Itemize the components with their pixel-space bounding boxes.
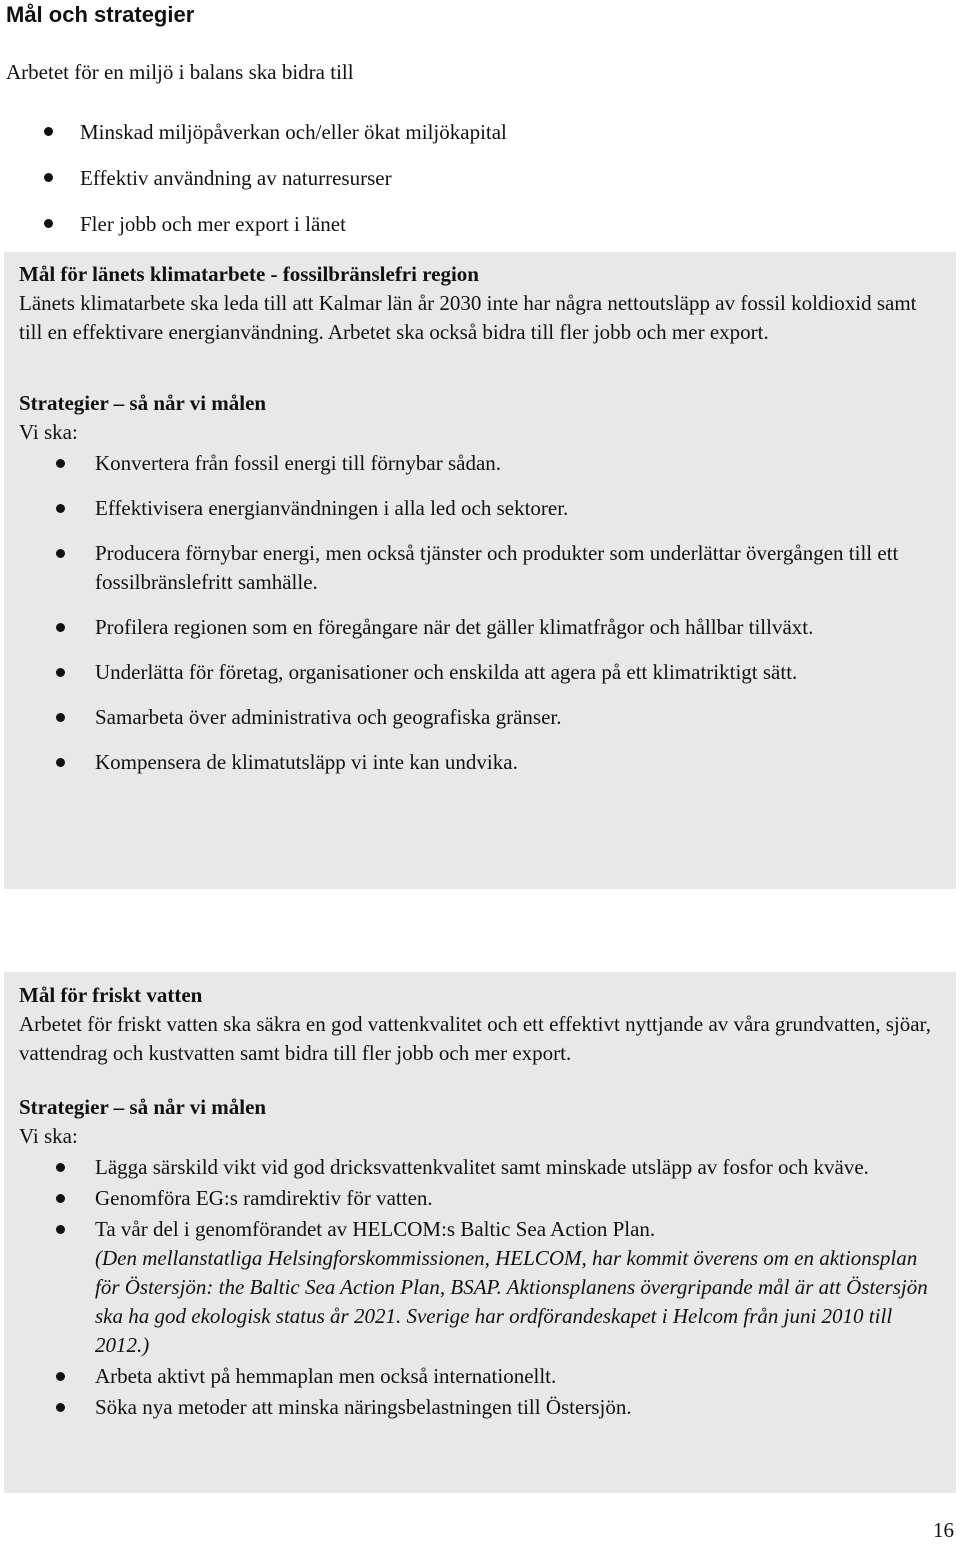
list-item-text: Ta vår del i genomförandet av HELCOM:s Baltic Sea Action Plan. [95, 1217, 656, 1241]
climate-goal-title: Mål för länets klimatarbete - fossilbränslefri region [19, 262, 479, 286]
bullet-icon [56, 1372, 65, 1381]
intro-text: Arbetet för en miljö i balans ska bidra till [6, 60, 354, 84]
list-item [19, 1393, 941, 1422]
list-item-text: Söka nya metoder att minska näringsbelastningen till Östersjön. [95, 1395, 632, 1419]
bullet-icon [56, 1163, 65, 1172]
list-item-text: Minskad miljöpåverkan och/eller ökat miljökapital [80, 120, 507, 144]
list-item-text: Effektivisera energianvändningen i alla led och sektorer. [95, 496, 569, 520]
water-strategy-list [19, 1153, 941, 1422]
bullet-icon [44, 173, 53, 182]
water-goal-box [4, 972, 956, 1493]
climate-goal-box [4, 252, 956, 889]
list-item [19, 1362, 941, 1391]
list-item [19, 1184, 941, 1213]
list-item [19, 703, 941, 732]
water-strategy-heading: Strategier – så når vi målen [19, 1095, 267, 1119]
bullet-icon [56, 713, 65, 722]
list-item [19, 449, 941, 478]
list-item [0, 164, 507, 210]
list-item-text: Profilera regionen som en föregångare när det gäller klimatfrågor och hållbar tillväxt. [95, 615, 814, 639]
list-item-text: Fler jobb och mer export i länet [80, 212, 346, 236]
list-item [19, 1215, 941, 1360]
bullet-icon [56, 459, 65, 468]
list-item-text: Samarbeta över administrativa och geografiska gränser. [95, 705, 562, 729]
list-item [19, 539, 941, 597]
list-item [19, 613, 941, 642]
bullet-icon [56, 504, 65, 513]
list-item-text: Underlätta för företag, organisationer och enskilda att agera på ett klimatriktigt sätt. [95, 660, 798, 684]
list-item [19, 1153, 941, 1182]
list-item-text: Producera förnybar energi, men också tjänster och produkter som underlättar övergången till ett fossilbränslefritt samhälle. [95, 541, 899, 594]
intro-list [0, 118, 507, 256]
water-goal-title: Mål för friskt vatten [19, 983, 203, 1007]
list-item [0, 118, 507, 164]
bullet-icon [56, 1403, 65, 1412]
climate-strategy-list [19, 449, 941, 777]
page-heading: Mål och strategier [6, 2, 195, 27]
bullet-icon [56, 1225, 65, 1234]
water-we-shall: Vi ska: [19, 1124, 78, 1148]
water-goal-paragraph: Arbetet för friskt vatten ska säkra en god vattenkvalitet och ett effektivt nyttjande av våra grundvatten, sjöar, vattendrag och kustvatten samt bidra till fler jobb och mer export. [19, 1012, 931, 1065]
list-item [19, 494, 941, 523]
list-item-text: Arbeta aktivt på hemmaplan men också internationellt. [95, 1364, 557, 1388]
list-item [19, 748, 941, 777]
bullet-icon [56, 549, 65, 558]
bullet-icon [56, 758, 65, 767]
climate-goal-paragraph: Länets klimatarbete ska leda till att Kalmar län år 2030 inte har några nettoutsläpp av fossil koldioxid samt till en effektivare energianvändning. Arbetet ska också bidra till fler jobb och mer export. [19, 291, 917, 344]
bullet-icon [44, 219, 53, 228]
list-item-text: Kompensera de klimatutsläpp vi inte kan undvika. [95, 750, 518, 774]
list-item [0, 210, 507, 256]
list-item [19, 658, 941, 687]
list-item-text: Genomföra EG:s ramdirektiv för vatten. [95, 1186, 433, 1210]
bullet-icon [44, 127, 53, 136]
page-number: 16 [933, 1518, 954, 1542]
bullet-icon [56, 668, 65, 677]
helcom-note: (Den mellanstatliga Helsingforskommissionen, HELCOM, har kommit överens om en aktionsplan för Östersjön: the Baltic Sea Action Plan, BSAP. Aktionsplanens övergripande mål är att Östersjön ska ha god ekologisk status år 2021. Sverige har ordförandeskapet i Helcom från juni 2010 till 2012.) [95, 1246, 928, 1357]
list-item-text: Lägga särskild vikt vid god dricksvattenkvalitet samt minskade utsläpp av fosfor och kväve. [95, 1155, 869, 1179]
climate-we-shall: Vi ska: [19, 420, 78, 444]
bullet-icon [56, 1194, 65, 1203]
climate-strategy-heading: Strategier – så når vi målen [19, 391, 267, 415]
list-item-text: Effektiv användning av naturresurser [80, 166, 392, 190]
list-item-text: Konvertera från fossil energi till förnybar sådan. [95, 451, 502, 475]
bullet-icon [56, 623, 65, 632]
